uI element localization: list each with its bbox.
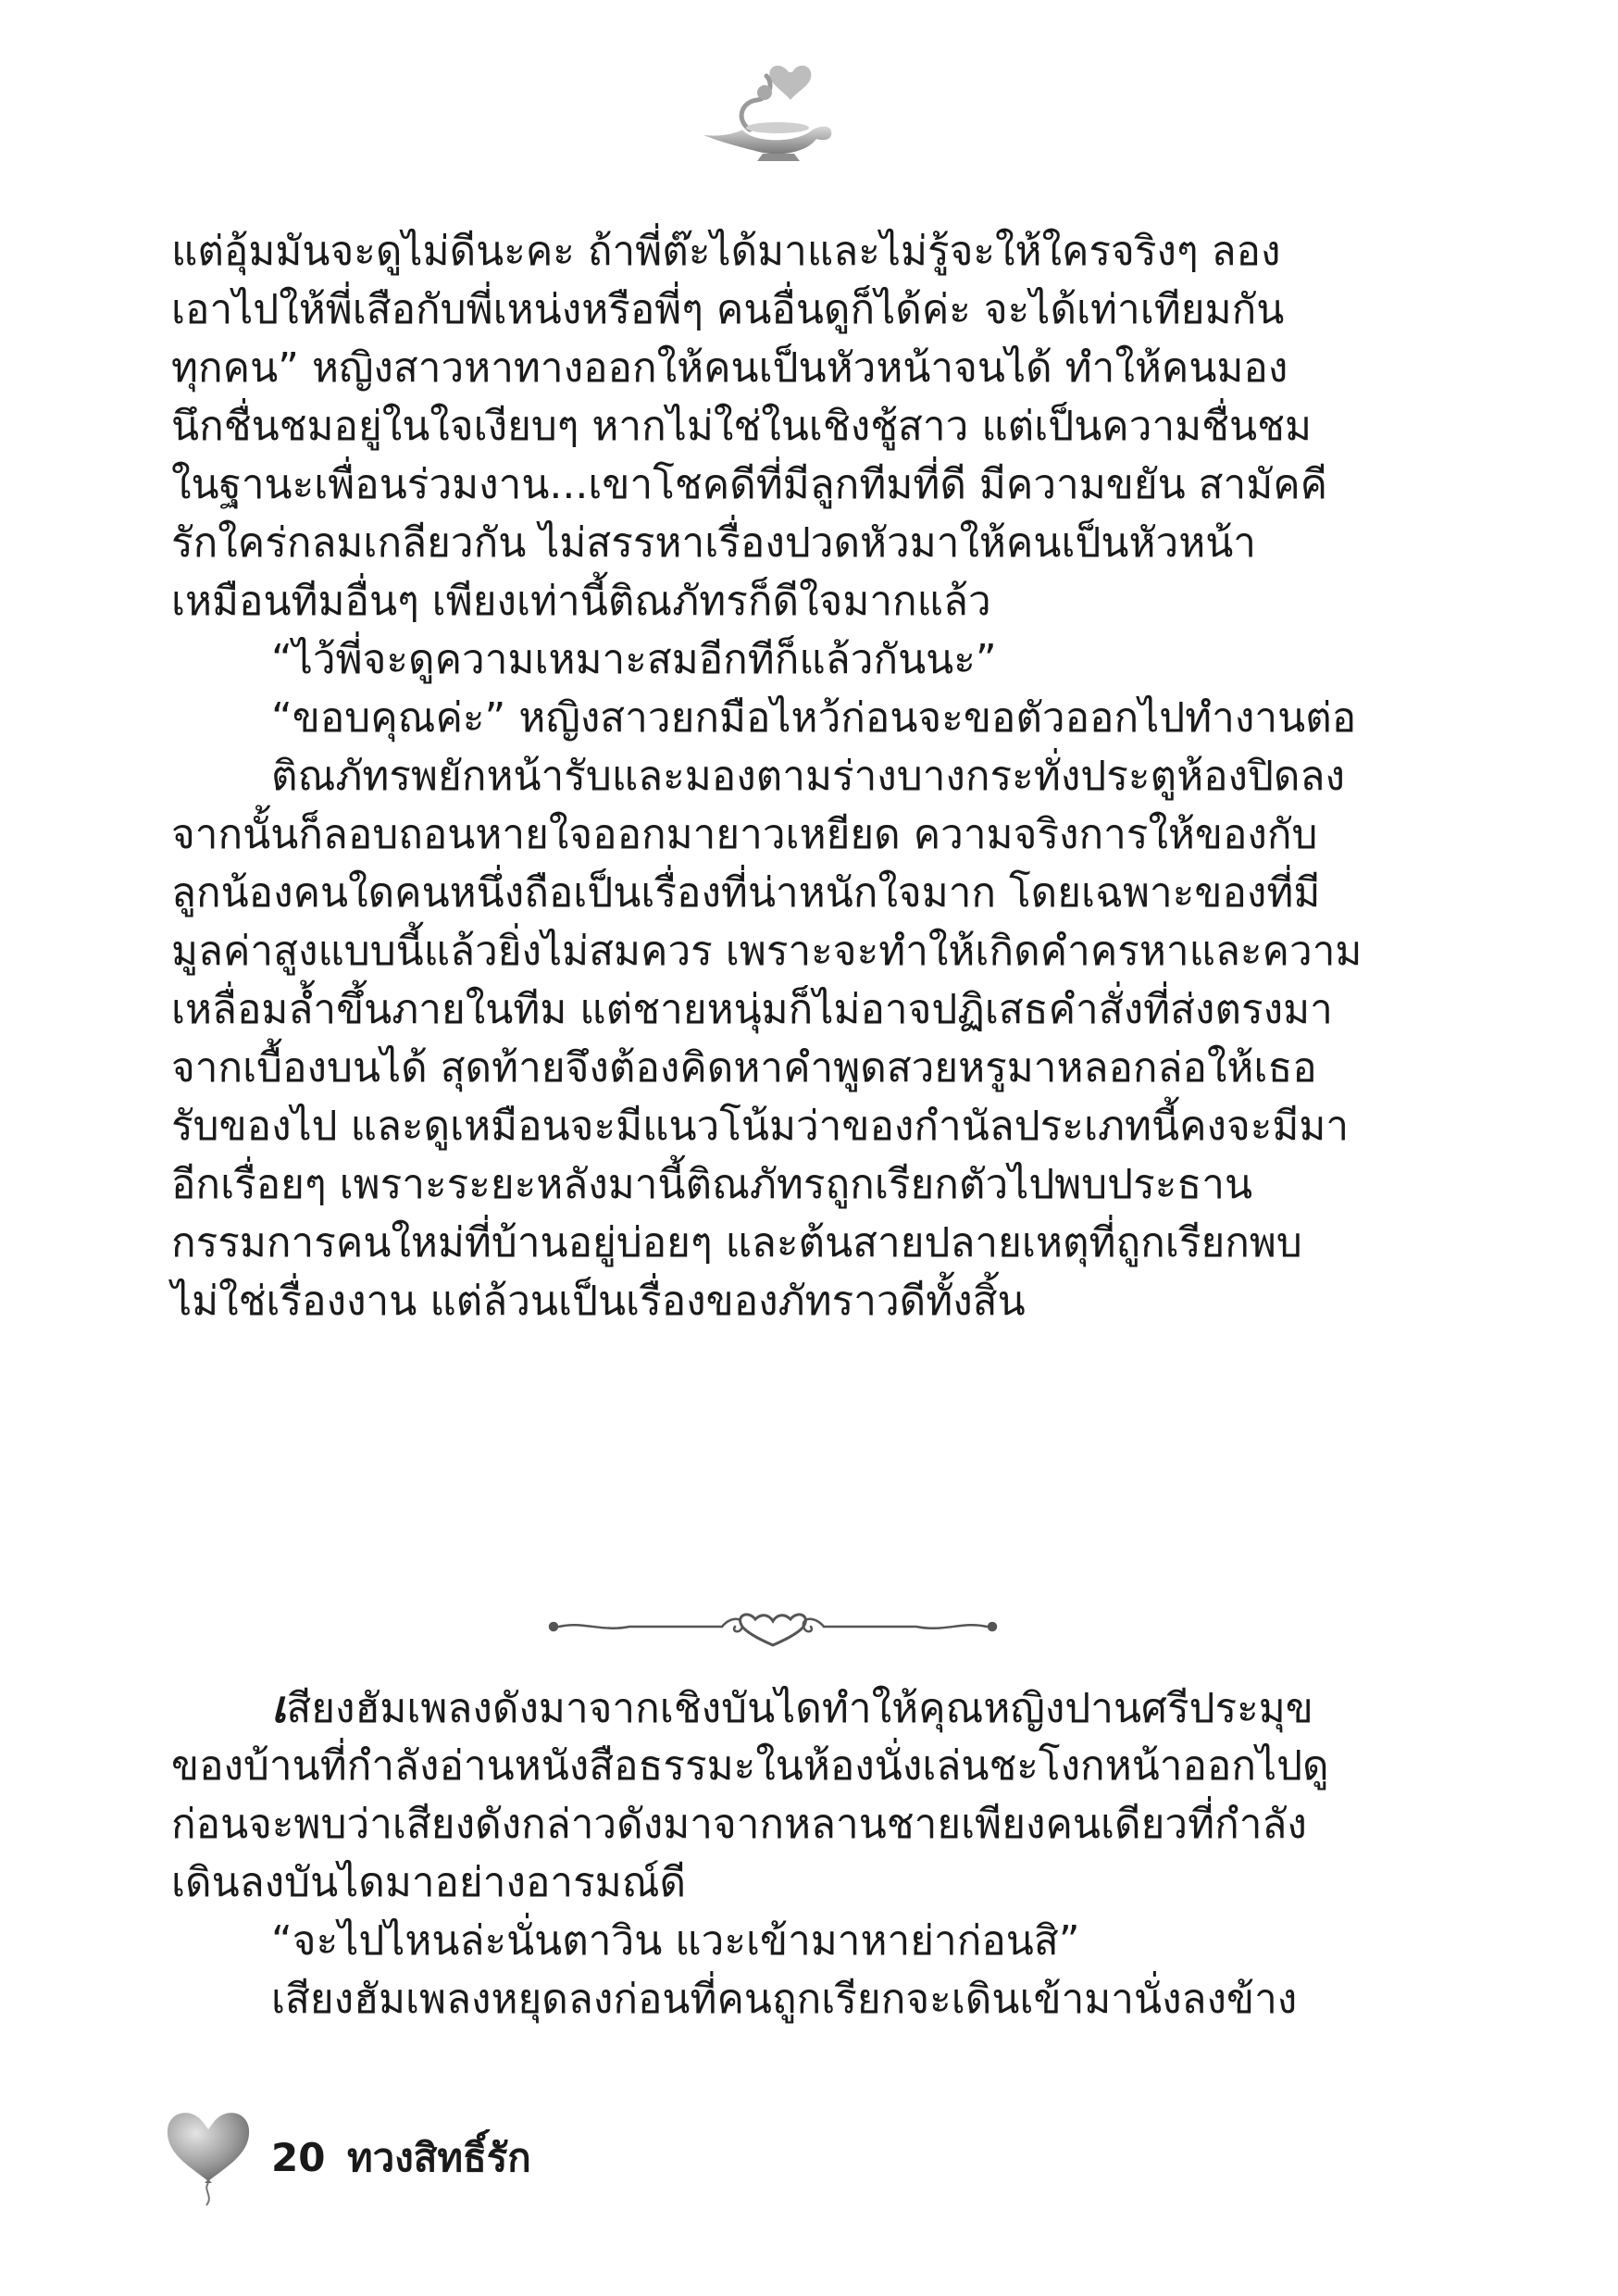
text-line: เหมือนทีมอื่นๆ เพียงเท่านี้ติณภัทรก็ดีใจมากแล้ว (171, 578, 991, 625)
section-2-text (171, 1678, 1365, 2028)
text-line: “ขอบคุณค่ะ” หญิงสาวยกมือไหว้ก่อนจะขอตัวออกไปทำงานต่อ (271, 694, 1357, 742)
text-line: ลูกน้องคนใดคนหนึ่งถือเป็นเรื่องที่น่าหนักใจมาก โดยเฉพาะของที่มี (171, 869, 1321, 917)
drop-cap: เ (271, 1681, 287, 1733)
text-line: อีกเรื่อยๆ เพราะระยะหลังมานี้ติณภัทรถูกเรียกตัวไปพบประธาน (171, 1161, 1253, 1208)
text-line: “ไว้พี่จะดูความเหมาะสมอีกทีก็แล้วกันนะ” (271, 636, 997, 683)
heart-balloon-icon (162, 2102, 255, 2208)
text-line: เอาไปให้พี่เสือกับพี่เหน่งหรือพี่ๆ คนอื่นดูก็ได้ค่ะ จะได้เท่าเทียมกัน (171, 286, 1285, 333)
text-line: จากเบื้องบนได้ สุดท้ายจึงต้องคิดหาคำพูดสวยหรูมาหลอกล่อให้เธอ (171, 1044, 1317, 1092)
text-line: รับของไป และดูเหมือนจะมีแนวโน้มว่าของกำนัลประเภทนี้คงจะมีมา (171, 1103, 1350, 1150)
text-line: ในฐานะเพื่อนร่วมงาน...เขาโชคดีที่มีลูกทีมที่ดี มีความขยัน สามัคคี (171, 461, 1328, 508)
genie-lamp-heart-icon (685, 56, 842, 167)
text-line: “จะไปไหนล่ะนั่นตาวิน แวะเข้ามาหาย่าก่อนสิ” (271, 1917, 1080, 1965)
page-footer (162, 2102, 810, 2213)
text-line: แต่อุ้มมันจะดูไม่ดีนะคะ ถ้าพี่ต๊ะได้มาและไม่รู้จะให้ใครจริงๆ ลอง (171, 228, 1281, 275)
text-line: จากนั้นก็ลอบถอนหายใจออกมายาวเหยียด ความจริงการให้ของกับ (171, 811, 1318, 858)
text-line-rest: สียงฮัมเพลงดังมาจากเชิงบันไดทำให้คุณหญิงปานศรีประมุข (286, 1685, 1313, 1732)
heart-flourish-divider-icon (546, 1606, 1000, 1648)
text-line: เสียงฮัมเพลงหยุดลงก่อนที่คนถูกเรียกจะเดินเข้ามานั่งลงข้าง (271, 1976, 1298, 2023)
text-line: ไม่ใช่เรื่องงาน แต่ล้วนเป็นเรื่องของภัทราวดีทั้งสิ้น (171, 1278, 1026, 1325)
text-line: ก่อนจะพบว่าเสียงดังกล่าวดังมาจากหลานชายเพียงคนเดียวที่กำลัง (171, 1801, 1307, 1848)
text-line: กรรมการคนใหม่ที่บ้านอยู่บ่อยๆ และต้นสายปลายเหตุที่ถูกเรียกพบ (171, 1219, 1302, 1267)
page-number: 20 (271, 2135, 326, 2180)
text-line: ทุกคน” หญิงสาวหาทางออกให้คนเป็นหัวหน้าจนได้ ทำให้คนมอง (171, 344, 1288, 392)
text-line: เหลื่อมล้ำขึ้นภายในทีม แต่ชายหนุ่มก็ไม่อาจปฏิเสธคำสั่งที่ส่งตรงมา (171, 986, 1333, 1033)
text-line: ของบ้านที่กำลังอ่านหนังสือธรรมะในห้องนั่งเล่นชะโงกหน้าออกไปดู (171, 1742, 1329, 1790)
text-line: นึกชื่นชมอยู่ในใจเงียบๆ หากไม่ใช่ในเชิงชู้สาว แต่เป็นความชื่นชม (171, 403, 1312, 450)
text-line: เดินลงบันไดมาอย่างอารมณ์ดี (171, 1859, 687, 1906)
book-title: ทวงสิทธิ์รัก (347, 2135, 531, 2180)
text-line: ติณภัทรพยักหน้ารับและมองตามร่างบางกระทั่งประตูห้องปิดลง (271, 753, 1345, 800)
text-line (171, 1678, 1365, 1737)
text-line: รักใคร่กลมเกลียวกัน ไม่สรรหาเรื่องปวดหัวมาให้คนเป็นหัวหน้า (171, 519, 1256, 567)
text-line: มูลค่าสูงแบบนี้แล้วยิ่งไม่สมควร เพราะจะทำให้เกิดคำครหาและความ (171, 928, 1363, 975)
section-1-text (171, 222, 1365, 1330)
